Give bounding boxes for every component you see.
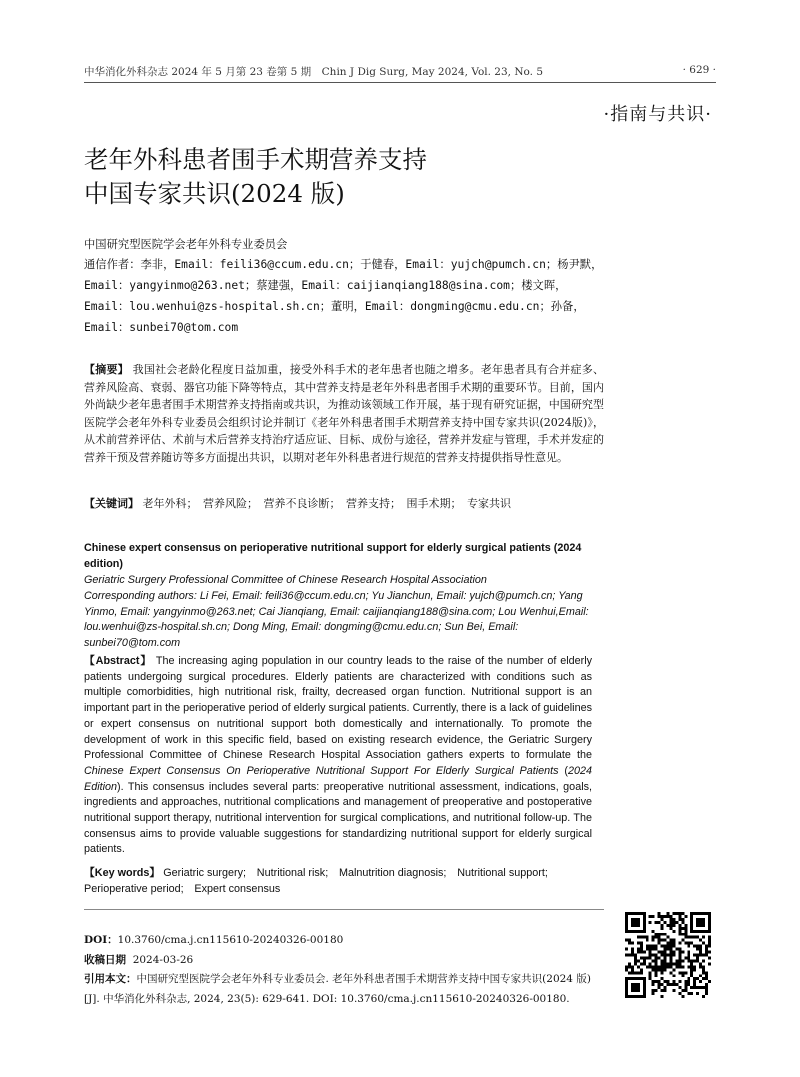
citation-line <box>84 970 604 1009</box>
received-value: 2024-03-26 <box>132 953 194 966</box>
english-abstract-label: 【Abstract】 <box>84 655 152 667</box>
chinese-keywords <box>84 495 604 513</box>
citation-value: 中国研究型医院学会老年外科专业委员会. 老年外科患者围手术期营养支持中国专家共识(2024 版)[J]. 中华消化外科杂志, 2024, 23(5): 629-641. DOI: 10.3760/cma.j.cn115610-20240326-00180. <box>84 973 591 1005</box>
doi-label: DOI： <box>84 934 118 946</box>
section-tag: ·指南与共识· <box>603 104 712 125</box>
english-keywords-label: 【Key words】 <box>84 867 161 879</box>
english-corresponding-authors: Corresponding authors: Li Fei, Email: feili36@ccum.edu.cn; Yu Jianchun, Email: yujch@pumch.cn; Yang Yinmo, Email: yangyinmo@263.net; Cai Jianqiang, Email: caijianqiang188@sina.com; Lou Wenhui,Email: lou.wenhui@zs-hospital.sh.cn; Dong Ming, Email: dongming@cmu.edu.cn; Sun Bei, Email: sunbei70@tom.com <box>84 590 589 650</box>
header-divider <box>84 82 716 83</box>
title-line-1: 老年外科患者围手术期营养支持 <box>84 145 427 174</box>
page-number: · 629 · <box>682 64 716 76</box>
english-abstract-text-2: ). This consensus includes several parts: preoperative nutritional assessment, indications, goals, ingredients and approaches, nutritional complications and management of preoperative and postoperative nutritional support therapy, nutritional intervention for surgical complications, and nutritional follow-up. The consensus aims to provide valuable suggestions for standardizing nutritional support for elderly surgical patients. <box>84 780 592 856</box>
chinese-corresponding-authors: 通信作者：李非，Email：feili36@ccum.edu.cn；于健春，Email：yujch@pumch.cn；杨尹默，Email：yangyinmo@263.net；蔡建强，Email：caijianqiang188@sina.com；楼文晖，Email：lou.wenhui@zs-hospital.sh.cn；董明，Email：dongming@cmu.edu.cn；孙备，Email：sunbei70@tom.com <box>84 258 603 334</box>
citation-label: 引用本文： <box>84 973 137 985</box>
chinese-abstract-label: 【摘要】 <box>84 363 129 376</box>
english-abstract-paren: ( <box>558 764 568 777</box>
english-keywords <box>84 866 592 897</box>
chinese-keywords-text: 老年外科； 营养风险； 营养不良诊断； 营养支持； 围手术期； 专家共识 <box>142 497 511 510</box>
chinese-organization: 中国研究型医院学会老年外科专业委员会 <box>84 238 288 251</box>
received-line <box>84 951 604 971</box>
english-abstract <box>84 654 592 858</box>
article-footer <box>84 931 604 1009</box>
article-title <box>84 143 427 211</box>
received-label: 收稿日期 <box>84 953 126 966</box>
english-organization: Geriatric Surgery Professional Committee of Chinese Research Hospital Association <box>84 574 487 586</box>
doi-line <box>84 931 604 951</box>
doi-value[interactable]: 10.3760/cma.j.cn115610-20240326-00180 <box>117 934 344 946</box>
chinese-abstract <box>84 361 604 466</box>
english-abstract-text-1: The increasing aging population in our country leads to the raise of the number of elderly patients undergoing surgical procedures. Elderly patients are characterized with conditions such as multiple comorbidities, high nutritional risk, frailty, decreased organ function. Nutritional support is an important part in the perioperative period of elderly surgical patients. Currently, there is a lack of guidelines or expert consensus on nutritional support both domestically and internationally. To promote the development of work in this specific field, based on existing research evidence, the Geriatric Surgery Professional Committee of Chinese Research Hospital Association gathers experts to formulate the <box>84 655 592 762</box>
chinese-keywords-label: 【关键词】 <box>84 497 139 510</box>
running-header: 中华消化外科杂志 2024 年 5 月第 23 卷第 5 期 Chin J Dig Surg, May 2024, Vol. 23, No. 5 <box>84 66 544 78</box>
english-abstract-italic-edition: 2024 Edition <box>84 764 592 793</box>
english-abstract-italic-title: Chinese Expert Consensus On Perioperative Nutritional Support For Elderly Surgical Patients <box>84 764 559 777</box>
title-line-2: 中国专家共识(2024 版) <box>84 179 345 208</box>
english-title: Chinese expert consensus on perioperative nutritional support for elderly surgical patients (2024 edition) <box>84 542 582 570</box>
chinese-abstract-text: 我国社会老龄化程度日益加重，接受外科手术的老年患者也随之增多。老年患者具有合并症多、营养风险高、衰弱、器官功能下降等特点，其中营养支持是老年外科患者围手术期的重要环节。目前，国内外尚缺少老年患者围手术期营养支持指南或共识，为推动该领域工作开展，基于现有研究证据，中国研究型医院学会老年外科专业委员会组织讨论并制订《老年外科患者围手术期营养支持中国专家共识(2024版)》，从术前营养评估、术前与术后营养支持治疗适应证、目标、成份与途径，营养并发症与管理，手术并发症的营养干预及营养随访等多方面提出共识，以期对老年外科患者进行规范的营养支持提供指导性意见。 <box>84 363 605 464</box>
english-keywords-text: Geriatric surgery; Nutritional risk; Malnutrition diagnosis; Nutritional support; Perioperative period; Expert consensus <box>84 867 559 895</box>
footer-divider <box>84 909 604 910</box>
qr-code-icon[interactable] <box>625 912 711 998</box>
